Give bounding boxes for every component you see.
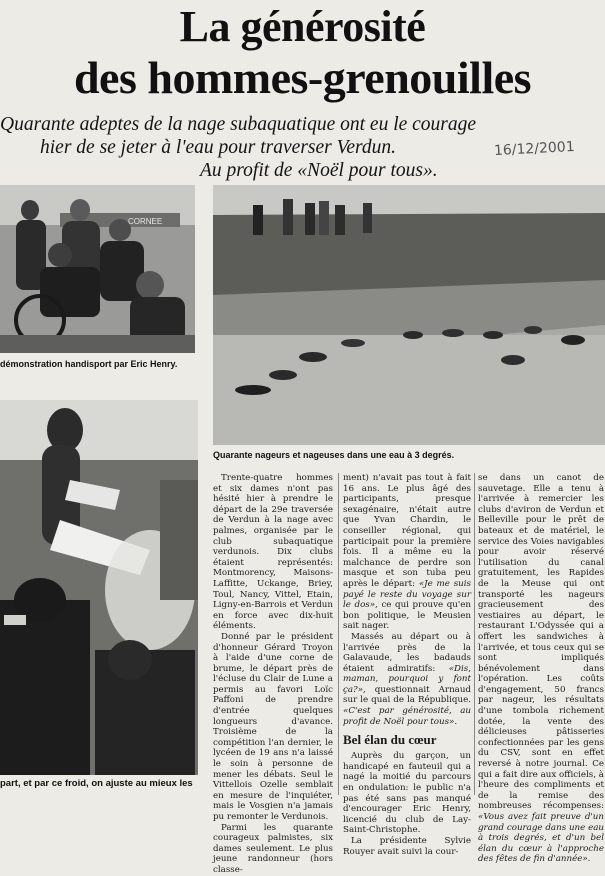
caption-handisport: démonstration handisport par Eric Henry.	[0, 359, 178, 369]
paragraph: Parmi les quarante courageux palmistes, six dames seulement. Le plus jeune randonneur (hors classe-	[213, 822, 333, 875]
subheading: Bel élan du cœur	[343, 732, 437, 748]
paragraph: Massés au départ ou à l'arrivée près de la Galavaude, les badauds étaient admiratifs: «Dis, maman, pourquoi y font ça?», questionnait Arnaud sur le quai de la République. «C'est par générosité, au profit de Noël pour tous».	[343, 631, 471, 727]
column-rule-2	[474, 473, 475, 795]
paragraph: Donné par le président d'honneur Gérard Troyon à l'aide d'une corne de brume, le départ près de l'écluse du Clair de Lune a permis au favori Loïc Paffoni de prendre d'entrée quelques longueurs d'avance. Troisième de la compétition l'an dernier, le lycéen de 19 ans n'a laissé le soin à personne de mener les débats. Seul le Vittellois Ozelle semblait en mesure de l'inquiéter, mais le Vosgien n'a jamais pu remonter le Verdunois.	[213, 631, 333, 822]
paragraph: Trente-quatre hommes et six dames n'ont pas hésité hier à prendre le départ de la 29e traversée de Verdun à la nage avec palmes, organisée par le club subaquatique verdunois. Dix clubs étaient représentés: Montmorency, Maisons-Laffitte, Uckange, Briey, Toul, Nancy, Vittel, Etain, Ligny-en-Barrois et Verdun en force avec dix-huit éléments.	[213, 473, 333, 632]
article-column-3	[478, 473, 604, 865]
deck-line-1: Quarante adeptes de la nage subaquatique ont eu le courage	[0, 114, 477, 135]
caption-diver: part, et par ce froid, on ajuste au mieux les	[0, 778, 193, 789]
caption-swimmers: Quarante nageurs et nageuses dans une eau à 3 degrés.	[213, 450, 455, 460]
paragraph: ment) n'avait pas tout à fait 16 ans. Le plus âgé des participants, presque sexagénaire, n'était autre que Yvan Chardin, le conseiller régional, qui participait pour la première fois. Il a même eu la malchance de perdre son masque et son tuba peu après le départ: «Je me suis payé le reste du voyage sur le dos», ce qui prouve qu'en bon politique, le Meusien sait nager.	[343, 473, 472, 632]
paragraph: Auprès du garçon, un handicapé en fauteuil qui a nagé la moitié du parcours en ondulation: le public n'a pas été sans pas manqué d'encourager Eric Henry, licencié du club de Lay-Saint-Christophe.	[343, 751, 471, 836]
column-rule-1	[338, 473, 339, 795]
photo-swimmers-canal	[213, 185, 605, 445]
deck-line-3: Au profit de «Noël pour tous».	[200, 160, 438, 181]
photo-diver-wetsuit	[0, 400, 198, 775]
headline-line-2: des hommes-grenouilles	[73, 52, 532, 103]
photo-handisport-group	[0, 185, 195, 353]
paragraph: se dans un canot de sauvetage. Elle a tenu à l'arrivée à remercier les clubs d'aviron de Verdun et Belleville pour le prêt de bateaux et de matériel, le service des Voies navigables pour avoir réservé l'utilisation du canal gratuitement, les Rapides de la Meuse qui ont transporté les nageurs gracieusement des vestiaires au départ, le restaurant L'Odyssée qui a offert les sandwiches à l'arrivée, et tous ceux qui se sont impliqués bénévolement dans l'opération. Les coûts d'engagement, 50 francs par nageur, les résultats d'une tombola richement dotée, la vente des délicieuses pâtisseries confectionnées par les gens du CSV, sont en effet reversé à notre journal. Ce qui a fait dire aux officiels, à l'heure des compliments et de la remise des nombreuses récompenses: «Vous avez fait preuve d'un grand courage dans une eau à trois degrés, et d'un bel élan du cœur à l'approche des fêtes de fin d'année».	[478, 473, 604, 865]
headline-line-1: La générosité	[179, 2, 426, 51]
deck-line-2: hier de se jeter à l'eau pour traverser Verdun.	[40, 137, 397, 158]
paragraph: La présidente Sylvie Rouyer avait suivi la cour-	[343, 836, 471, 857]
article-column-1	[213, 473, 333, 876]
sign-text: CORNEE	[128, 217, 163, 226]
handwritten-date: 16/12/2001	[493, 138, 576, 160]
